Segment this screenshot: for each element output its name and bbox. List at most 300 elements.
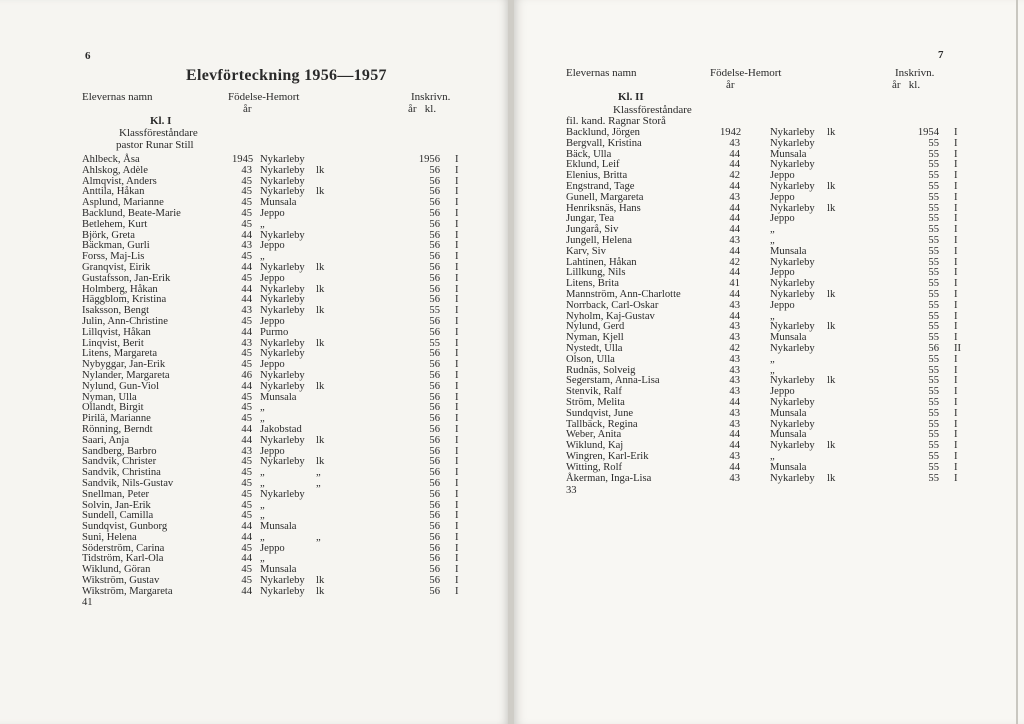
- cell-year: 45: [241, 218, 252, 230]
- table-row: [566, 139, 966, 150]
- cell-iyear: 56: [429, 391, 440, 403]
- cell-place: Nykarleby: [260, 380, 305, 392]
- table-row: [82, 587, 462, 598]
- table-row: [566, 247, 966, 258]
- cell-place: Nykarleby: [770, 288, 815, 300]
- cell-iyear: 56: [429, 542, 440, 554]
- cell-place: „: [260, 499, 265, 511]
- cell-kl: I: [455, 207, 459, 219]
- cell-kl: I: [455, 261, 459, 273]
- cell-name: Karv, Siv: [566, 245, 606, 257]
- cell-year: 44: [241, 283, 252, 295]
- cell-year: 45: [241, 413, 252, 425]
- cell-iyear: 56: [429, 240, 440, 252]
- cell-name: Bäck, Ulla: [566, 148, 612, 160]
- cell-kl: I: [954, 202, 958, 214]
- cell-kl: I: [455, 186, 459, 198]
- cell-year: 44: [729, 440, 740, 452]
- cell-name: Wikström, Margareta: [82, 585, 173, 597]
- class-label: Kl. II: [618, 91, 644, 103]
- cell-year: 44: [729, 396, 740, 408]
- cell-place: Munsala: [770, 332, 807, 344]
- cell-name: Bäckman, Gurli: [82, 240, 150, 252]
- cell-place: Nykarleby: [770, 440, 815, 452]
- cell-iyear: 56: [429, 467, 440, 479]
- cell-place: Purmo: [260, 326, 289, 338]
- cell-place: Nykarleby: [770, 342, 815, 354]
- cell-name: Almqvist, Anders: [82, 175, 157, 187]
- cell-iyear: 56: [429, 434, 440, 446]
- cell-iyear: 56: [429, 553, 440, 565]
- table-row: [82, 522, 462, 533]
- cell-year: 44: [729, 429, 740, 441]
- cell-name: Snellman, Peter: [82, 488, 150, 500]
- cell-place: Jakobstad: [260, 423, 302, 435]
- cell-iyear: 55: [928, 461, 939, 473]
- cell-kl: I: [455, 553, 459, 565]
- cell-place: „: [260, 218, 265, 230]
- table-row: [566, 204, 966, 215]
- cell-name: Sundell, Camilla: [82, 510, 154, 522]
- cell-name: Nylander, Margareta: [82, 369, 170, 381]
- cell-name: Sundqvist, Gunborg: [82, 521, 168, 533]
- cell-year: 44: [729, 148, 740, 160]
- cell-kl: I: [455, 229, 459, 241]
- cell-iyear: 55: [928, 407, 939, 419]
- cell-place: Nykarleby: [260, 348, 305, 360]
- cell-place: Nykarleby: [770, 256, 815, 268]
- cell-year: 43: [729, 418, 740, 430]
- table-row: [82, 382, 462, 393]
- cell-year: 42: [729, 256, 740, 268]
- cell-year: 43: [241, 305, 252, 317]
- cell-year: 44: [241, 553, 252, 565]
- cell-name: Holmberg, Håkan: [82, 283, 158, 295]
- cell-iyear: 56: [429, 207, 440, 219]
- cell-place: Nykarleby: [770, 472, 815, 484]
- cell-name: Häggblom, Kristina: [82, 294, 167, 306]
- cell-place: Munsala: [770, 461, 807, 473]
- cell-kl: I: [455, 477, 459, 489]
- cell-place: „: [260, 553, 265, 565]
- cell-kl: I: [455, 585, 459, 597]
- cell-name: Gustafsson, Jan-Erik: [82, 272, 171, 284]
- cell-place: Munsala: [260, 521, 297, 533]
- cell-iyear: 56: [429, 531, 440, 543]
- cell-name: Björk, Greta: [82, 229, 135, 241]
- cell-name: Sandberg, Barbro: [82, 445, 157, 457]
- cell-iyear: 55: [928, 224, 939, 236]
- page-number: 6: [85, 50, 91, 62]
- cell-place: Jeppo: [770, 299, 795, 311]
- page-number: 7: [938, 49, 944, 61]
- table-row: [566, 452, 966, 463]
- left-page: [0, 0, 508, 724]
- cell-name: Nybyggar, Jan-Erik: [82, 359, 166, 371]
- cell-year: 45: [241, 575, 252, 587]
- header-birth-home: Födelse-Hemort: [710, 67, 782, 79]
- cell-place: Nykarleby: [770, 396, 815, 408]
- cell-year: 45: [241, 197, 252, 209]
- cell-name: Asplund, Marianne: [82, 197, 164, 209]
- cell-place: Nykarleby: [260, 575, 305, 587]
- cell-year: 44: [241, 423, 252, 435]
- cell-name: Tidström, Karl-Ola: [82, 553, 164, 565]
- cell-name: Stenvik, Ralf: [566, 386, 622, 398]
- cell-kl: I: [954, 461, 958, 473]
- cell-lk: „: [316, 477, 321, 489]
- cell-name: Backlund, Beate-Marie: [82, 207, 181, 219]
- table-row: [566, 344, 966, 355]
- cell-year: 45: [241, 488, 252, 500]
- cell-kl: II: [954, 342, 962, 354]
- cell-place: „: [770, 310, 775, 322]
- cell-kl: I: [455, 283, 459, 295]
- table-row: [566, 312, 966, 323]
- cell-kl: I: [455, 218, 459, 230]
- cell-place: Jeppo: [260, 240, 285, 252]
- cell-lk: lk: [827, 321, 836, 333]
- cell-name: Ahlbeck, Åsa: [82, 154, 140, 165]
- table-row: [566, 301, 966, 312]
- cell-place: Jeppo: [770, 386, 795, 398]
- cell-kl: I: [455, 251, 459, 263]
- cell-year: 45: [241, 186, 252, 198]
- cell-iyear: 56: [429, 261, 440, 273]
- cell-kl: I: [954, 396, 958, 408]
- cell-kl: I: [954, 213, 958, 225]
- cell-kl: I: [455, 445, 459, 457]
- cell-year: 43: [241, 240, 252, 252]
- cell-iyear: 55: [928, 137, 939, 149]
- cell-name: Sandvik, Christina: [82, 467, 161, 479]
- cell-lk: lk: [316, 456, 325, 468]
- cell-lk: lk: [316, 186, 325, 198]
- cell-kl: I: [455, 197, 459, 209]
- cell-kl: I: [954, 407, 958, 419]
- cell-place: „: [770, 364, 775, 376]
- cell-name: Backlund, Jörgen: [566, 127, 640, 138]
- table-row: [82, 274, 462, 285]
- cell-year: 42: [729, 342, 740, 354]
- cell-place: Munsala: [260, 391, 297, 403]
- cell-year: 45: [241, 272, 252, 284]
- cell-name: Ollandt, Birgit: [82, 402, 144, 414]
- table-row: [566, 409, 966, 420]
- cell-name: Julin, Ann-Christine: [82, 315, 168, 327]
- cell-iyear: 55: [928, 213, 939, 225]
- cell-iyear: 55: [928, 396, 939, 408]
- cell-kl: I: [455, 359, 459, 371]
- cell-lk: lk: [316, 380, 325, 392]
- cell-year: 44: [241, 326, 252, 338]
- cell-kl: I: [954, 180, 958, 192]
- cell-iyear: 55: [928, 245, 939, 257]
- cell-year: 45: [241, 207, 252, 219]
- cell-lk: lk: [827, 375, 836, 387]
- cell-iyear: 56: [429, 413, 440, 425]
- cell-place: Nykarleby: [770, 375, 815, 387]
- cell-iyear: 56: [429, 585, 440, 597]
- cell-kl: I: [954, 234, 958, 246]
- cell-iyear: 56: [429, 402, 440, 414]
- cell-iyear: 55: [928, 353, 939, 365]
- cell-place: Nykarleby: [770, 418, 815, 430]
- cell-kl: I: [455, 510, 459, 522]
- cell-name: Weber, Anita: [566, 429, 622, 441]
- cell-name: Sundqvist, June: [566, 407, 634, 419]
- cell-kl: I: [455, 456, 459, 468]
- cell-name: Jungar, Tea: [566, 213, 615, 225]
- table-row: [82, 328, 462, 339]
- cell-place: Munsala: [260, 197, 297, 209]
- cell-year: 44: [729, 461, 740, 473]
- cell-year: 44: [729, 202, 740, 214]
- cell-kl: I: [954, 472, 958, 484]
- cell-name: Sandvik, Christer: [82, 456, 157, 468]
- cell-iyear: 56: [429, 521, 440, 533]
- cell-place: Nykarleby: [260, 294, 305, 306]
- cell-iyear: 56: [429, 369, 440, 381]
- cell-name: Nystedt, Ulla: [566, 342, 623, 354]
- cell-place: Nykarleby: [770, 137, 815, 149]
- cell-iyear: 56: [429, 488, 440, 500]
- cell-lk: lk: [827, 472, 836, 484]
- cell-kl: I: [954, 127, 958, 138]
- cell-year: 43: [241, 445, 252, 457]
- cell-name: Nyman, Kjell: [566, 332, 624, 344]
- cell-name: Nyholm, Kaj-Gustav: [566, 310, 655, 322]
- cell-iyear: 55: [928, 170, 939, 182]
- cell-place: Nykarleby: [260, 337, 305, 349]
- cell-kl: I: [455, 488, 459, 500]
- cell-lk: lk: [827, 180, 836, 192]
- cell-iyear: 55: [928, 321, 939, 333]
- cell-name: Lillkung, Nils: [566, 267, 626, 279]
- student-count: 33: [566, 485, 577, 496]
- cell-kl: I: [954, 440, 958, 452]
- cell-iyear: 55: [928, 278, 939, 290]
- cell-place: Nykarleby: [260, 283, 305, 295]
- cell-year: 46: [241, 369, 252, 381]
- cell-name: Segerstam, Anna-Lisa: [566, 375, 660, 387]
- cell-year: 45: [241, 175, 252, 187]
- cell-lk: lk: [316, 261, 325, 273]
- cell-iyear: 56: [429, 380, 440, 392]
- cell-place: „: [260, 477, 265, 489]
- cell-name: Mannström, Ann-Charlotte: [566, 288, 681, 300]
- cell-name: Bergvall, Kristina: [566, 137, 642, 149]
- cell-kl: I: [455, 531, 459, 543]
- cell-year: 45: [241, 251, 252, 263]
- cell-place: Nykarleby: [770, 159, 815, 171]
- header-birth-year: år: [726, 79, 735, 91]
- table-row: [566, 387, 966, 398]
- cell-kl: I: [455, 175, 459, 187]
- cell-name: Tallbäck, Regina: [566, 418, 638, 430]
- cell-kl: I: [954, 224, 958, 236]
- right-page: [514, 0, 1024, 724]
- cell-place: Munsala: [770, 245, 807, 257]
- cell-kl: I: [455, 240, 459, 252]
- cell-kl: I: [455, 521, 459, 533]
- cell-iyear: 56: [429, 510, 440, 522]
- cell-name: Ahlskog, Adèle: [82, 164, 148, 176]
- cell-iyear: 56: [429, 564, 440, 576]
- cell-year: 43: [729, 407, 740, 419]
- table-row: [566, 258, 966, 269]
- cell-place: Jeppo: [260, 445, 285, 457]
- cell-place: Nykarleby: [260, 488, 305, 500]
- cell-year: 45: [241, 499, 252, 511]
- cell-year: 44: [729, 288, 740, 300]
- cell-name: Solvin, Jan-Erik: [82, 499, 151, 511]
- cell-iyear: 56: [429, 348, 440, 360]
- header-birth-year: år: [243, 103, 252, 115]
- cell-name: Nyman, Ulla: [82, 391, 137, 403]
- cell-name: Nylund, Gerd: [566, 321, 625, 333]
- cell-place: „: [260, 402, 265, 414]
- teacher-name: pastor Runar Still: [116, 139, 194, 151]
- header-birth-home: Födelse-Hemort: [228, 91, 300, 103]
- cell-kl: I: [954, 310, 958, 322]
- cell-lk: lk: [316, 337, 325, 349]
- cell-place: „: [260, 510, 265, 522]
- cell-iyear: 56: [429, 197, 440, 209]
- cell-iyear: 56: [429, 359, 440, 371]
- cell-name: Rönning, Berndt: [82, 423, 153, 435]
- cell-kl: I: [954, 191, 958, 203]
- cell-name: Engstrand, Tage: [566, 180, 635, 192]
- cell-year: 42: [729, 170, 740, 182]
- cell-iyear: 55: [928, 299, 939, 311]
- cell-iyear: 56: [429, 445, 440, 457]
- cell-year: 1945: [232, 154, 254, 165]
- cell-kl: I: [455, 467, 459, 479]
- cell-place: Nykarleby: [260, 175, 305, 187]
- cell-kl: I: [954, 148, 958, 160]
- header-name: Elevernas namn: [566, 67, 637, 79]
- cell-place: Nykarleby: [770, 278, 815, 290]
- table-row: [566, 236, 966, 247]
- cell-kl: I: [455, 391, 459, 403]
- cell-lk: lk: [316, 585, 325, 597]
- cell-kl: I: [455, 348, 459, 360]
- cell-kl: I: [455, 402, 459, 414]
- cell-year: 44: [241, 380, 252, 392]
- cell-kl: I: [954, 159, 958, 171]
- table-row: [566, 322, 966, 333]
- cell-iyear: 55: [928, 180, 939, 192]
- cell-name: Nylund, Gun-Viol: [82, 380, 160, 392]
- cell-year: 43: [729, 450, 740, 462]
- cell-place: Munsala: [770, 429, 807, 441]
- cell-lk: lk: [316, 575, 325, 587]
- class-label: Kl. I: [150, 115, 172, 127]
- cell-year: 44: [241, 229, 252, 241]
- cell-place: Jeppo: [260, 207, 285, 219]
- cell-kl: I: [954, 278, 958, 290]
- cell-place: Jeppo: [770, 191, 795, 203]
- cell-iyear: 56: [429, 175, 440, 187]
- cell-year: 41: [729, 278, 740, 290]
- cell-kl: I: [954, 332, 958, 344]
- cell-iyear: 55: [928, 418, 939, 430]
- cell-place: „: [770, 234, 775, 246]
- cell-lk: lk: [827, 127, 836, 138]
- cell-name: Betlehem, Kurt: [82, 218, 148, 230]
- cell-place: Jeppo: [260, 315, 285, 327]
- cell-place: „: [260, 467, 265, 479]
- table-row: [566, 333, 966, 344]
- cell-name: Suni, Helena: [82, 531, 137, 543]
- cell-place: Nykarleby: [260, 261, 305, 273]
- cell-place: Nykarleby: [770, 321, 815, 333]
- cell-year: 43: [241, 164, 252, 176]
- cell-place: „: [260, 531, 265, 543]
- cell-lk: „: [316, 531, 321, 543]
- cell-kl: I: [954, 418, 958, 430]
- cell-iyear: 55: [928, 191, 939, 203]
- cell-year: 45: [241, 467, 252, 479]
- student-list: [566, 128, 966, 484]
- cell-name: Isaksson, Bengt: [82, 305, 150, 317]
- header-enroll: Inskrivn.: [411, 91, 451, 103]
- cell-kl: I: [455, 315, 459, 327]
- cell-name: Pirilä, Marianne: [82, 413, 151, 425]
- cell-iyear: 55: [928, 440, 939, 452]
- cell-name: Eklund, Leif: [566, 159, 620, 171]
- cell-kl: I: [954, 137, 958, 149]
- cell-year: 44: [241, 531, 252, 543]
- cell-iyear: 55: [928, 267, 939, 279]
- cell-iyear: 1954: [917, 127, 939, 138]
- cell-place: Nykarleby: [260, 369, 305, 381]
- cell-iyear: 56: [429, 477, 440, 489]
- cell-year: 43: [729, 299, 740, 311]
- cell-lk: lk: [316, 305, 325, 317]
- cell-year: 1942: [720, 127, 742, 138]
- cell-name: Sandvik, Nils-Gustav: [82, 477, 174, 489]
- cell-name: Jungarå, Siv: [566, 224, 619, 236]
- cell-lk: lk: [827, 202, 836, 214]
- cell-kl: I: [455, 542, 459, 554]
- cell-year: 43: [729, 191, 740, 203]
- teacher-name: fil. kand. Ragnar Storå: [566, 115, 666, 127]
- cell-year: 43: [729, 364, 740, 376]
- cell-iyear: 56: [429, 456, 440, 468]
- header-enroll: Inskrivn.: [895, 67, 935, 79]
- table-row: [566, 463, 966, 474]
- cell-iyear: 55: [928, 375, 939, 387]
- cell-place: Nykarleby: [770, 180, 815, 192]
- table-row: [82, 436, 462, 447]
- cell-year: 44: [241, 434, 252, 446]
- cell-iyear: 55: [928, 332, 939, 344]
- cell-kl: I: [455, 434, 459, 446]
- page-edge: [1016, 0, 1018, 724]
- cell-place: Nykarleby: [260, 164, 305, 176]
- cell-iyear: 56: [429, 229, 440, 241]
- cell-name: Gunell, Margareta: [566, 191, 644, 203]
- cell-name: Rudnäs, Solveig: [566, 364, 636, 376]
- cell-name: Witting, Rolf: [566, 461, 623, 473]
- cell-year: 45: [241, 564, 252, 576]
- cell-place: Jeppo: [260, 272, 285, 284]
- cell-iyear: 56: [429, 423, 440, 435]
- cell-iyear: 1956: [418, 154, 440, 165]
- cell-place: Nykarleby: [260, 229, 305, 241]
